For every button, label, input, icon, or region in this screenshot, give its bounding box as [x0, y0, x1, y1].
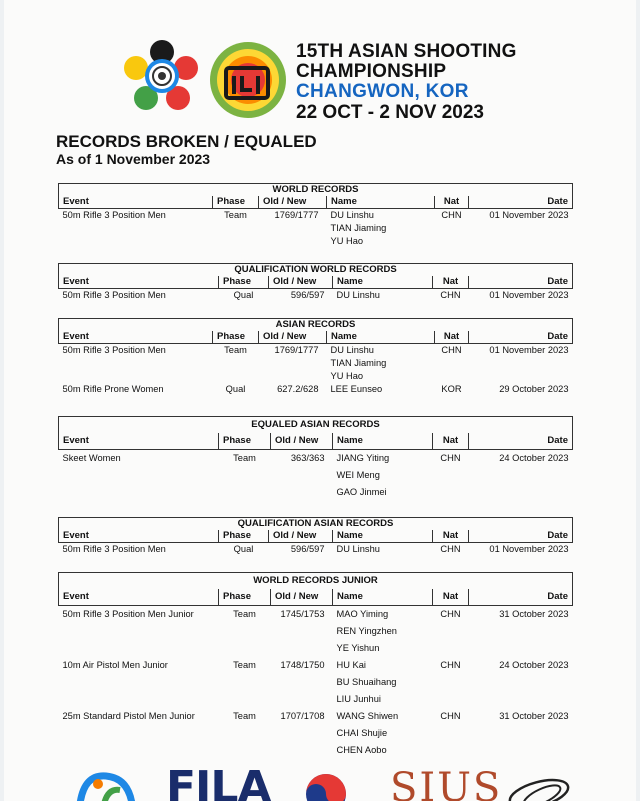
nat-cell: CHN — [440, 608, 461, 619]
col-name: Name — [327, 196, 435, 208]
phase-cell: Qual — [233, 543, 254, 554]
col-event: Event — [59, 276, 219, 288]
event-cell: 50m Rifle 3 Position Men — [62, 289, 166, 300]
athlete-name: HU Kai — [336, 659, 366, 670]
table-row — [59, 542, 573, 556]
col-phase: Phase — [219, 433, 271, 449]
phase-cell: Team — [233, 452, 256, 463]
nat-cell: CHN — [440, 543, 461, 554]
table-row — [59, 449, 573, 501]
nat-cell: CHN — [441, 344, 462, 355]
col-date: Date — [469, 589, 573, 605]
col-event: Event — [59, 589, 219, 605]
col-event: Event — [59, 331, 213, 343]
athlete-name: MAO Yiming — [336, 608, 389, 619]
athlete-name: LIU Junhui — [336, 693, 381, 704]
col-nat: Nat — [433, 433, 469, 449]
col-name: Name — [327, 331, 435, 343]
table-title: EQUALED ASIAN RECORDS — [58, 416, 573, 433]
athlete-name: TIAN Jiaming — [330, 222, 387, 233]
title-line-2: CHAMPIONSHIP — [296, 61, 447, 82]
athlete-name: DU Linshu — [336, 543, 380, 554]
table-row — [59, 657, 573, 708]
athlete-name: CHAI Shujie — [336, 727, 388, 738]
korea-taeguk-logo — [304, 772, 348, 801]
date-cell: 01 November 2023 — [489, 543, 569, 554]
date-cell: 01 November 2023 — [489, 289, 569, 300]
athlete-name: DU Linshu — [330, 344, 374, 355]
name-cell — [327, 208, 435, 248]
athlete-name: JIANG Yiting — [336, 452, 390, 463]
col-date: Date — [469, 530, 573, 542]
changwon-city-logo — [74, 770, 138, 801]
name-cell — [333, 657, 433, 708]
col-phase: Phase — [219, 589, 271, 605]
col-old-new: Old / New — [271, 433, 333, 449]
name-cell — [333, 542, 433, 556]
championship-emblem-logo — [208, 40, 288, 120]
date-cell: 01 November 2023 — [489, 344, 569, 355]
asian-shooting-confederation-logo — [120, 38, 204, 118]
col-old-new: Old / New — [269, 276, 333, 288]
old-new-cell: 363/363 — [290, 452, 325, 463]
date-cell: 01 November 2023 — [489, 209, 569, 220]
name-cell — [333, 605, 433, 657]
table-row — [59, 343, 573, 383]
name-cell — [333, 449, 433, 501]
athlete-name: YE Yishun — [336, 642, 380, 653]
event-dates: 22 OCT - 2 NOV 2023 — [296, 102, 484, 123]
qualification-asian-records-table — [58, 517, 573, 556]
athlete-name: CHEN Aobo — [336, 744, 387, 755]
fila-logo: FILA — [166, 762, 271, 801]
event-cell: 50m Rifle Prone Women — [62, 383, 164, 394]
athlete-name: GAO Jinmei — [336, 486, 387, 497]
nat-cell: CHN — [440, 659, 461, 670]
equaled-asian-records-table — [58, 416, 573, 501]
table-title: QUALIFICATION ASIAN RECORDS — [58, 517, 573, 530]
nat-cell: KOR — [441, 383, 462, 394]
athlete-name: TIAN Jiaming — [330, 357, 387, 368]
col-name: Name — [333, 276, 433, 288]
col-event: Event — [59, 530, 219, 542]
col-event: Event — [59, 433, 219, 449]
event-cell: 50m Rifle 3 Position Men — [62, 209, 166, 220]
col-nat: Nat — [433, 589, 469, 605]
col-nat: Nat — [433, 276, 469, 288]
col-old-new: Old / New — [269, 530, 333, 542]
nat-cell: CHN — [440, 289, 461, 300]
record-sheet — [4, 0, 636, 801]
athlete-name: WANG Shiwen — [336, 710, 399, 721]
phase-cell: Team — [224, 209, 247, 220]
world-records-table — [58, 183, 573, 248]
athlete-name: DU Linshu — [336, 289, 380, 300]
col-name: Name — [333, 530, 433, 542]
event-cell: 50m Rifle 3 Position Men — [62, 543, 166, 554]
sius-logo: SIUS — [390, 765, 503, 801]
championship-title — [296, 42, 626, 123]
phase-cell: Team — [233, 710, 256, 721]
athlete-name: DU Linshu — [330, 209, 374, 220]
nat-cell: CHN — [440, 452, 461, 463]
nat-cell: CHN — [441, 209, 462, 220]
table-row — [59, 605, 573, 657]
nat-cell: CHN — [440, 710, 461, 721]
col-name: Name — [333, 589, 433, 605]
col-phase: Phase — [213, 196, 259, 208]
table-title: ASIAN RECORDS — [58, 318, 573, 331]
col-phase: Phase — [213, 331, 259, 343]
col-old-new: Old / New — [259, 196, 327, 208]
col-event: Event — [59, 196, 213, 208]
table-title: WORLD RECORDS — [58, 183, 573, 196]
date-cell: 31 October 2023 — [499, 608, 569, 619]
old-new-cell: 1707/1708 — [280, 710, 325, 721]
date-cell: 24 October 2023 — [499, 659, 569, 670]
event-cell: Skeet Women — [62, 452, 121, 463]
as-of-date: As of 1 November 2023 — [56, 151, 211, 167]
name-cell — [333, 288, 433, 302]
name-cell — [333, 708, 433, 759]
table-title: QUALIFICATION WORLD RECORDS — [58, 263, 573, 276]
table-row — [59, 708, 573, 759]
col-phase: Phase — [219, 530, 269, 542]
document-title: RECORDS BROKEN / EQUALED — [56, 132, 317, 151]
phase-cell: Qual — [233, 289, 254, 300]
table-row — [59, 288, 573, 302]
world-records-junior-table — [58, 572, 573, 759]
old-new-cell: 1748/1750 — [280, 659, 325, 670]
col-date: Date — [469, 276, 573, 288]
table-row — [59, 383, 573, 396]
old-new-cell: 596/597 — [290, 289, 325, 300]
date-cell: 31 October 2023 — [499, 710, 569, 721]
col-name: Name — [333, 433, 433, 449]
col-date: Date — [469, 196, 573, 208]
athlete-name: REN Yingzhen — [336, 625, 397, 636]
old-new-cell: 1769/1777 — [274, 209, 319, 220]
date-cell: 29 October 2023 — [499, 383, 569, 394]
old-new-cell: 1745/1753 — [280, 608, 325, 619]
title-line-1: 15TH ASIAN SHOOTING — [296, 41, 517, 62]
phase-cell: Team — [233, 659, 256, 670]
athlete-name: LEE Eunseo — [330, 383, 383, 394]
old-new-cell: 627.2/628 — [277, 383, 319, 394]
location: CHANGWON, KOR — [296, 81, 469, 102]
event-cell: 50m Rifle 3 Position Men — [62, 344, 166, 355]
athlete-name: BU Shuaihang — [336, 676, 397, 687]
event-cell: 10m Air Pistol Men Junior — [62, 659, 168, 670]
sponsor-swirl-logo — [504, 772, 574, 801]
name-cell — [327, 343, 435, 383]
phase-cell: Team — [224, 344, 247, 355]
col-phase: Phase — [219, 276, 269, 288]
table-row — [59, 208, 573, 248]
athlete-name: YU Hao — [330, 235, 364, 246]
athlete-name: YU Hao — [330, 370, 364, 381]
col-old-new: Old / New — [259, 331, 327, 343]
event-cell: 25m Standard Pistol Men Junior — [62, 710, 195, 721]
col-old-new: Old / New — [271, 589, 333, 605]
col-nat: Nat — [435, 331, 469, 343]
col-nat: Nat — [435, 196, 469, 208]
phase-cell: Qual — [225, 383, 246, 394]
phase-cell: Team — [233, 608, 256, 619]
old-new-cell: 1769/1777 — [274, 344, 319, 355]
col-date: Date — [469, 331, 573, 343]
qualification-world-records-table — [58, 263, 573, 302]
event-cell: 50m Rifle 3 Position Men Junior — [62, 608, 194, 619]
athlete-name: WEI Meng — [336, 469, 380, 480]
name-cell — [327, 383, 435, 396]
asian-records-table — [58, 318, 573, 396]
col-nat: Nat — [433, 530, 469, 542]
old-new-cell: 596/597 — [290, 543, 325, 554]
table-title: WORLD RECORDS JUNIOR — [58, 572, 573, 589]
date-cell: 24 October 2023 — [499, 452, 569, 463]
col-date: Date — [469, 433, 573, 449]
